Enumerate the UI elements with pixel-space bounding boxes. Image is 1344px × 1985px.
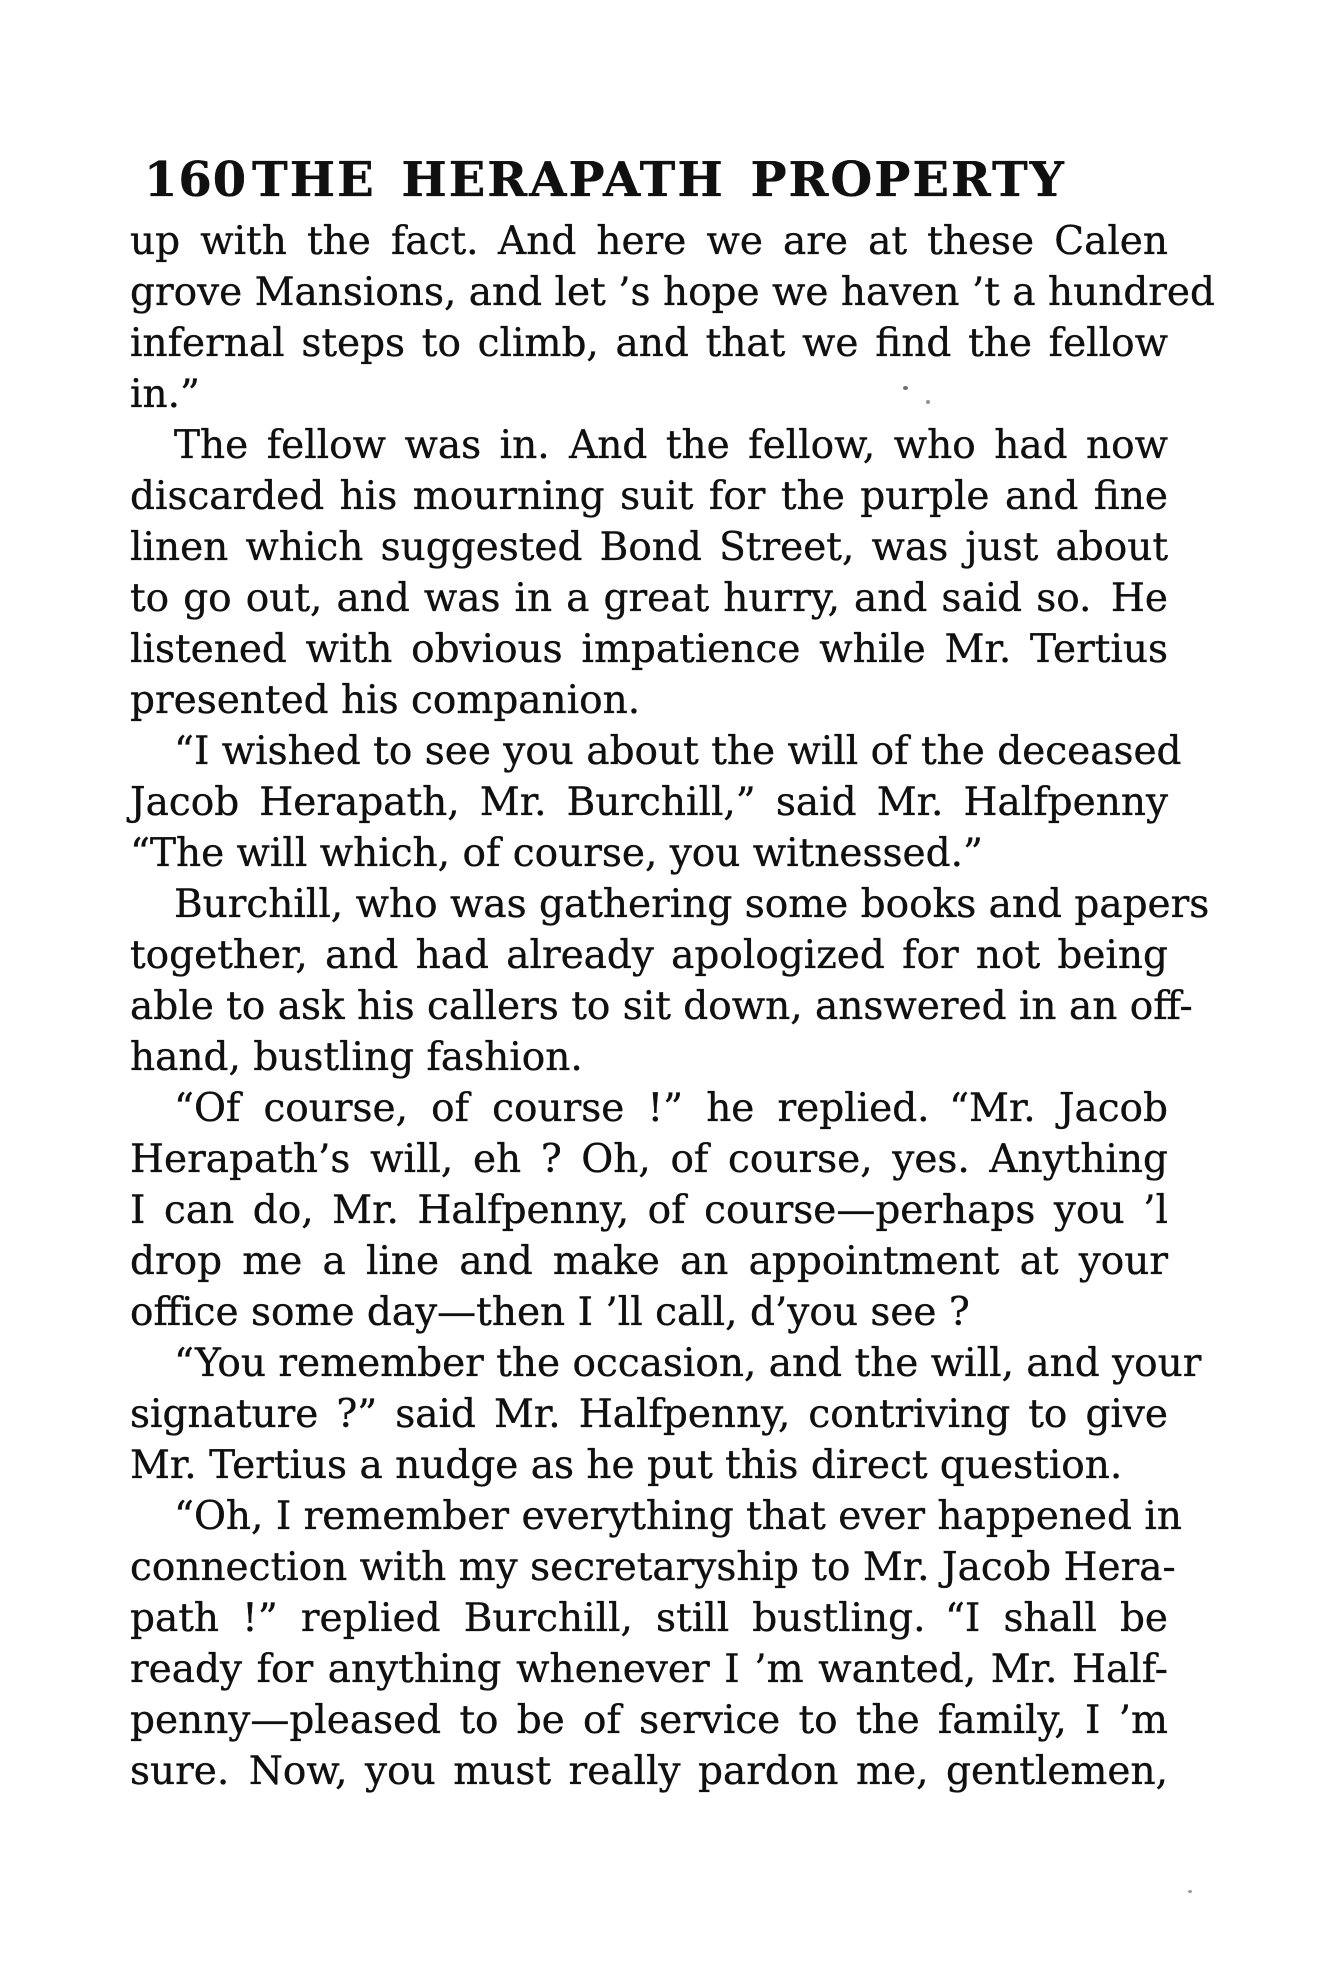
text-line: to go out, and was in a great hurry, and said so. He — [130, 576, 1168, 621]
text-line: signature ?” said Mr. Halfpenny, contriving to give — [130, 1392, 1168, 1437]
text-line: drop me a line and make an appointment at your — [130, 1239, 1168, 1284]
running-title: THE HERAPATH PROPERTY — [252, 152, 1066, 208]
text-line: Mr. Tertius a nudge as he put this direct question. — [130, 1443, 1123, 1488]
text-line: Herapath’s will, eh ? Oh, of course, yes. Anything — [130, 1137, 1168, 1182]
text-line: sure. Now, you must really pardon me, gentlemen, — [130, 1749, 1168, 1794]
scan-speck — [1188, 1890, 1192, 1893]
text-line: able to ask his callers to sit down, answered in an off- — [130, 984, 1193, 1029]
scan-speck — [903, 386, 908, 390]
text-line: “I wished to see you about the will of the deceased — [174, 729, 1182, 774]
text-line: infernal steps to climb, and that we find the fellow — [130, 321, 1168, 366]
text-line: listened with obvious impatience while Mr. Tertius — [130, 627, 1168, 672]
text-line: in.” — [130, 372, 200, 417]
text-line: grove Mansions, and let ’s hope we haven ’t a hundred — [130, 270, 1215, 315]
text-line: I can do, Mr. Halfpenny, of course—perhaps you ’l — [130, 1188, 1168, 1233]
text-line: presented his companion. — [130, 678, 641, 723]
text-line: Jacob Herapath, Mr. Burchill,” said Mr. Halfpenny — [130, 780, 1168, 825]
text-line: discarded his mourning suit for the purple and fine — [130, 474, 1168, 519]
page-header — [130, 150, 1168, 210]
text-line: Burchill, who was gathering some books and papers — [174, 882, 1210, 927]
page-body — [130, 216, 1215, 1797]
text-line: together, and had already apologized for not being — [130, 933, 1168, 978]
text-line: connection with my secretaryship to Mr. Jacob Hera- — [130, 1545, 1176, 1590]
text-line: linen which suggested Bond Street, was just about — [130, 525, 1168, 570]
text-line: penny—pleased to be of service to the family, I ’m — [130, 1698, 1168, 1743]
text-line: ready for anything whenever I ’m wanted, Mr. Half- — [130, 1647, 1168, 1692]
scan-speck — [926, 400, 930, 404]
text-line: office some day—then I ’ll call, d’you see ? — [130, 1290, 970, 1335]
text-line: path !” replied Burchill, still bustling. “I shall be — [130, 1596, 1168, 1641]
page-number: 160 — [144, 152, 248, 208]
text-line: “Oh, I remember everything that ever happened in — [174, 1494, 1182, 1539]
text-line: hand, bustling fashion. — [130, 1035, 583, 1080]
text-line: up with the fact. And here we are at these Calen — [130, 219, 1168, 264]
text-line: The fellow was in. And the fellow, who had now — [174, 423, 1168, 468]
text-line: “Of course, of course !” he replied. “Mr. Jacob — [174, 1086, 1168, 1131]
text-line: “The will which, of course, you witnessed.” — [130, 831, 983, 876]
text-line: “You remember the occasion, and the will, and your — [174, 1341, 1202, 1386]
